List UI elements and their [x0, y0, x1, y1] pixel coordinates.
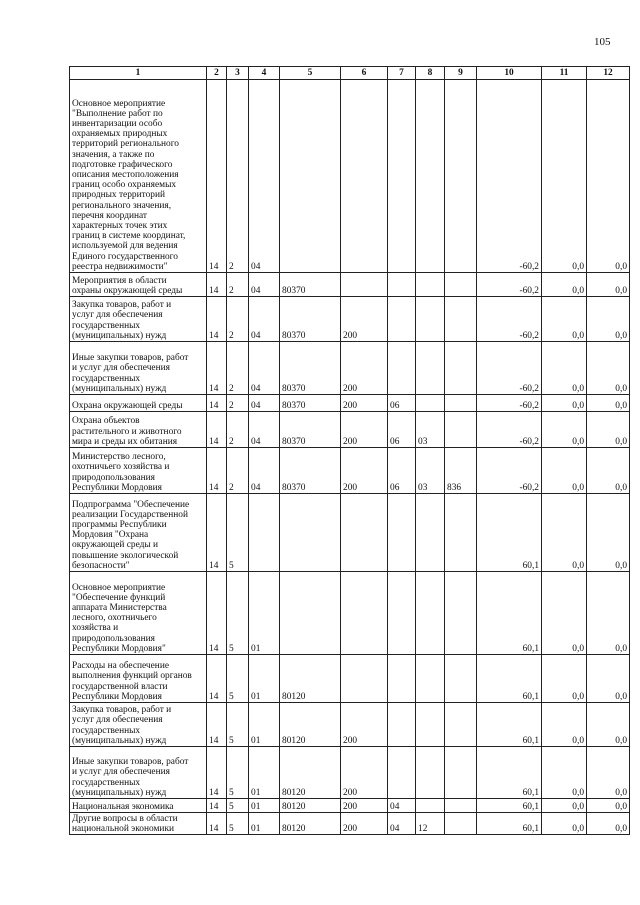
column-header-2: 2: [207, 67, 227, 80]
cell-col-3: 5: [227, 813, 249, 835]
cell-col-8: [416, 273, 445, 297]
cell-col-5: 80370: [280, 395, 341, 412]
cell-col-5: 80370: [280, 412, 341, 448]
cell-col-11: 0,0: [542, 494, 587, 572]
cell-col-9: [445, 799, 477, 813]
cell-col-6: [341, 655, 388, 703]
cell-col-9: [445, 80, 477, 273]
cell-col-3: 2: [227, 273, 249, 297]
table-row: [70, 273, 630, 297]
cell-col-4: [249, 494, 280, 572]
cell-col-2: 14: [207, 395, 227, 412]
cell-col-6: 200: [341, 412, 388, 448]
cell-col-4: 04: [249, 412, 280, 448]
cell-col-3: 5: [227, 703, 249, 747]
cell-col-11: 0,0: [542, 395, 587, 412]
cell-col-9: [445, 494, 477, 572]
cell-col-8: 03: [416, 412, 445, 448]
cell-col-6: 200: [341, 297, 388, 342]
cell-col-10: 60,1: [477, 813, 542, 835]
cell-col-12: 0,0: [587, 395, 630, 412]
cell-col-5: [280, 572, 341, 655]
cell-col-12: 0,0: [587, 494, 630, 572]
cell-col-10: -60,2: [477, 412, 542, 448]
cell-col-4: 01: [249, 655, 280, 703]
cell-col-6: 200: [341, 747, 388, 799]
row-name-cell: Иные закупки товаров, работ и услуг для обеспечения государственных (муниципальных) нужд: [70, 342, 207, 395]
cell-col-12: 0,0: [587, 342, 630, 395]
cell-col-8: [416, 342, 445, 395]
cell-col-3: 5: [227, 655, 249, 703]
cell-col-9: [445, 655, 477, 703]
cell-col-3: 2: [227, 412, 249, 448]
cell-col-6: [341, 273, 388, 297]
cell-col-9: [445, 813, 477, 835]
row-name-cell: Охрана окружающей среды: [70, 395, 207, 412]
cell-col-4: 04: [249, 342, 280, 395]
cell-col-10: 60,1: [477, 703, 542, 747]
row-name-cell: Министерство лесного, охотничьего хозяйства и природопользования Республики Мордовия: [70, 448, 207, 494]
cell-col-3: 5: [227, 747, 249, 799]
cell-col-12: 0,0: [587, 747, 630, 799]
cell-col-7: [388, 342, 416, 395]
cell-col-12: 0,0: [587, 297, 630, 342]
cell-col-5: 80120: [280, 799, 341, 813]
cell-col-9: [445, 572, 477, 655]
cell-col-12: 0,0: [587, 412, 630, 448]
table-row: [70, 572, 630, 655]
header-row: [70, 67, 630, 80]
cell-col-9: [445, 342, 477, 395]
column-header-5: 5: [280, 67, 341, 80]
cell-col-8: [416, 494, 445, 572]
cell-col-5: 80370: [280, 273, 341, 297]
cell-col-9: [445, 273, 477, 297]
table-row: [70, 342, 630, 395]
cell-col-3: 5: [227, 799, 249, 813]
column-header-7: 7: [388, 67, 416, 80]
cell-col-8: [416, 395, 445, 412]
cell-col-12: 0,0: [587, 813, 630, 835]
cell-col-2: 14: [207, 494, 227, 572]
row-name-cell: Подпрограмма "Обеспечение реализации Государственной программы Республики Мордовия "Охрана окружающей среды и повышение экологической безопасности": [70, 494, 207, 572]
cell-col-2: 14: [207, 655, 227, 703]
cell-col-11: 0,0: [542, 799, 587, 813]
cell-col-2: 14: [207, 80, 227, 273]
cell-col-8: [416, 747, 445, 799]
cell-col-10: -60,2: [477, 342, 542, 395]
cell-col-7: 04: [388, 813, 416, 835]
cell-col-4: 04: [249, 273, 280, 297]
row-name-cell: Мероприятия в области охраны окружающей среды: [70, 273, 207, 297]
cell-col-2: 14: [207, 342, 227, 395]
column-header-9: 9: [445, 67, 477, 80]
cell-col-6: 200: [341, 395, 388, 412]
table-row: [70, 297, 630, 342]
cell-col-10: 60,1: [477, 572, 542, 655]
cell-col-2: 14: [207, 297, 227, 342]
cell-col-9: 836: [445, 448, 477, 494]
cell-col-5: 80120: [280, 703, 341, 747]
cell-col-10: 60,1: [477, 655, 542, 703]
cell-col-3: 2: [227, 395, 249, 412]
table-row: [70, 813, 630, 835]
row-name-cell: Закупка товаров, работ и услуг для обеспечения государственных (муниципальных) нужд: [70, 703, 207, 747]
cell-col-10: -60,2: [477, 273, 542, 297]
cell-col-6: 200: [341, 799, 388, 813]
cell-col-10: -60,2: [477, 395, 542, 412]
cell-col-9: [445, 297, 477, 342]
row-name-cell: Национальная экономика: [70, 799, 207, 813]
table-row: [70, 448, 630, 494]
cell-col-12: 0,0: [587, 572, 630, 655]
table-row: [70, 655, 630, 703]
table-body: [70, 80, 630, 835]
cell-col-2: 14: [207, 273, 227, 297]
cell-col-12: 0,0: [587, 703, 630, 747]
cell-col-10: -60,2: [477, 80, 542, 273]
column-header-4: 4: [249, 67, 280, 80]
cell-col-10: 60,1: [477, 799, 542, 813]
cell-col-2: 14: [207, 703, 227, 747]
cell-col-11: 0,0: [542, 412, 587, 448]
cell-col-6: 200: [341, 448, 388, 494]
row-name-cell: Охрана объектов растительного и животного мира и среды их обитания: [70, 412, 207, 448]
cell-col-4: 04: [249, 395, 280, 412]
cell-col-4: 01: [249, 572, 280, 655]
cell-col-11: 0,0: [542, 813, 587, 835]
cell-col-9: [445, 747, 477, 799]
table-row: [70, 703, 630, 747]
cell-col-7: [388, 494, 416, 572]
cell-col-8: 03: [416, 448, 445, 494]
row-name-cell: Иные закупки товаров, работ и услуг для обеспечения государственных (муниципальных) нужд: [70, 747, 207, 799]
table-row: [70, 412, 630, 448]
cell-col-6: [341, 572, 388, 655]
column-header-12: 12: [587, 67, 630, 80]
cell-col-8: [416, 703, 445, 747]
cell-col-11: 0,0: [542, 703, 587, 747]
cell-col-6: 200: [341, 703, 388, 747]
cell-col-8: [416, 80, 445, 273]
cell-col-3: 2: [227, 80, 249, 273]
cell-col-5: [280, 80, 341, 273]
cell-col-4: 01: [249, 799, 280, 813]
column-header-1: 1: [70, 67, 207, 80]
cell-col-2: 14: [207, 799, 227, 813]
cell-col-7: 06: [388, 448, 416, 494]
budget-table: [69, 66, 630, 835]
cell-col-9: [445, 412, 477, 448]
cell-col-3: 5: [227, 494, 249, 572]
cell-col-7: [388, 655, 416, 703]
page-number: 105: [594, 36, 611, 48]
cell-col-2: 14: [207, 448, 227, 494]
row-name-cell: Другие вопросы в области национальной экономики: [70, 813, 207, 835]
cell-col-6: 200: [341, 342, 388, 395]
cell-col-4: 01: [249, 747, 280, 799]
cell-col-5: 80120: [280, 813, 341, 835]
row-name-cell: Расходы на обеспечение выполнения функций органов государственной власти Республики Мордовия: [70, 655, 207, 703]
cell-col-7: [388, 572, 416, 655]
cell-col-4: 04: [249, 297, 280, 342]
table-row: [70, 799, 630, 813]
cell-col-12: 0,0: [587, 448, 630, 494]
column-header-8: 8: [416, 67, 445, 80]
cell-col-12: 0,0: [587, 655, 630, 703]
cell-col-8: [416, 655, 445, 703]
cell-col-8: [416, 297, 445, 342]
cell-col-11: 0,0: [542, 297, 587, 342]
column-header-10: 10: [477, 67, 542, 80]
cell-col-5: 80370: [280, 448, 341, 494]
cell-col-4: 04: [249, 80, 280, 273]
cell-col-3: 2: [227, 342, 249, 395]
table-row: [70, 395, 630, 412]
cell-col-11: 0,0: [542, 342, 587, 395]
cell-col-3: 2: [227, 297, 249, 342]
cell-col-5: 80370: [280, 342, 341, 395]
column-header-6: 6: [341, 67, 388, 80]
cell-col-7: 06: [388, 395, 416, 412]
cell-col-5: 80120: [280, 655, 341, 703]
row-name-cell: Основное мероприятие "Выполнение работ по инвентаризации особо охраняемых природных территорий регионального значения, а также по подготовке графического описания местоположения границ особо охраняемых природных территорий регионального значения, перечня координат характерных точек этих границ в системе координат, используемой для ведения Единого государственного реестра недвижимости": [70, 80, 207, 273]
cell-col-11: 0,0: [542, 448, 587, 494]
cell-col-10: 60,1: [477, 747, 542, 799]
cell-col-7: 04: [388, 799, 416, 813]
cell-col-7: 06: [388, 412, 416, 448]
table-row: [70, 80, 630, 273]
column-header-11: 11: [542, 67, 587, 80]
table-row: [70, 747, 630, 799]
cell-col-8: [416, 799, 445, 813]
cell-col-5: 80370: [280, 297, 341, 342]
cell-col-11: 0,0: [542, 273, 587, 297]
cell-col-8: 12: [416, 813, 445, 835]
cell-col-5: [280, 494, 341, 572]
cell-col-7: [388, 747, 416, 799]
cell-col-10: -60,2: [477, 297, 542, 342]
cell-col-10: 60,1: [477, 494, 542, 572]
column-header-3: 3: [227, 67, 249, 80]
cell-col-7: [388, 80, 416, 273]
cell-col-12: 0,0: [587, 273, 630, 297]
row-name-cell: Закупка товаров, работ и услуг для обеспечения государственных (муниципальных) нужд: [70, 297, 207, 342]
cell-col-7: [388, 297, 416, 342]
cell-col-12: 0,0: [587, 799, 630, 813]
cell-col-3: 2: [227, 448, 249, 494]
cell-col-4: 01: [249, 703, 280, 747]
cell-col-2: 14: [207, 412, 227, 448]
cell-col-11: 0,0: [542, 572, 587, 655]
cell-col-4: 01: [249, 813, 280, 835]
cell-col-6: [341, 80, 388, 273]
cell-col-9: [445, 395, 477, 412]
cell-col-11: 0,0: [542, 80, 587, 273]
cell-col-6: 200: [341, 813, 388, 835]
cell-col-7: [388, 273, 416, 297]
row-name-cell: Основное мероприятие "Обеспечение функций аппарата Министерства лесного, охотничьего хозяйства и природопользования Республики Мордовия": [70, 572, 207, 655]
cell-col-9: [445, 703, 477, 747]
cell-col-5: 80120: [280, 747, 341, 799]
cell-col-2: 14: [207, 813, 227, 835]
cell-col-7: [388, 703, 416, 747]
cell-col-11: 0,0: [542, 655, 587, 703]
cell-col-2: 14: [207, 572, 227, 655]
table-row: [70, 494, 630, 572]
cell-col-12: 0,0: [587, 80, 630, 273]
cell-col-10: -60,2: [477, 448, 542, 494]
cell-col-2: 14: [207, 747, 227, 799]
cell-col-6: [341, 494, 388, 572]
cell-col-8: [416, 572, 445, 655]
cell-col-3: 5: [227, 572, 249, 655]
cell-col-11: 0,0: [542, 747, 587, 799]
cell-col-4: 04: [249, 448, 280, 494]
